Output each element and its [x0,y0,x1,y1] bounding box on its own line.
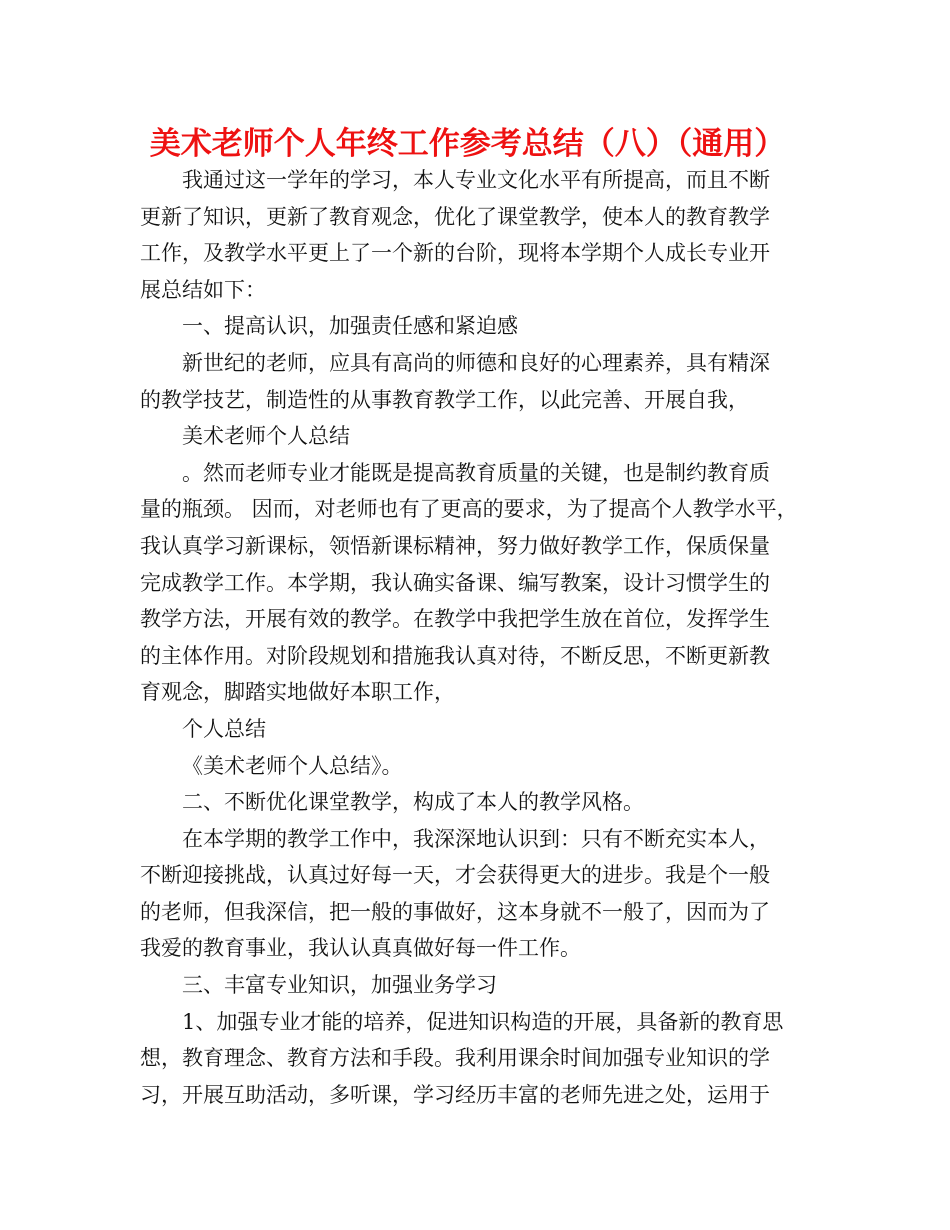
paragraph-intro: 我通过这一学年的学习，本人专业文化水平有所提高，而且不断 更新了知识，更新了教育观念，优化了课堂教学，使本人的教育教学 工作，及教学水平更上了一个新的台阶，现将本学期个人成长专业开 展总结如下： [140,168,770,302]
heading-section-2: 二、不断优化课堂教学，构成了本人的教学风格。 [182,790,644,815]
inline-label-book-title: 《美术老师个人总结》。 [182,753,403,778]
document-title: 美术老师个人年终工作参考总结（八）（通用） [149,126,786,162]
inline-label-personal-summary: 个人总结 [182,716,266,741]
paragraph-section-1: 新世纪的老师，应具有高尚的师德和良好的心理素养，具有精深 的教学技艺，制造性的从事教育教学工作，以此完善、开展自我， [140,350,770,412]
inline-label-art-teacher-summary: 美术老师个人总结 [182,424,350,449]
paragraph-professional-ability: 。然而老师专业才能既是提高教育质量的关键，也是制约教育质 量的瓶颈。 因而，对老师也有了更高的要求，为了提高个人教学水平， 我认真学习新课标，领悟新课标精神，努力做好教学工作，保质保量 完成教学工作。本学期，我认确实备课、编写教案，设计习惯学生的 教学方法，开展有效的教学。在教学中我把学生放在首位，发挥学生 的主体作用。对阶段规划和措施我认真对待，不断反思，不断更新教 育观念，脚踏实地做好本职工作， [140,460,798,705]
heading-section-1: 一、提高认识，加强责任感和紧迫感 [182,314,518,339]
heading-section-3: 三、丰富专业知识，加强业务学习 [182,973,497,998]
paragraph-section-2: 在本学期的教学工作中，我深深地认识到：只有不断充实本人， 不断迎接挑战，认真过好每一天，才会获得更大的进步。我是个一般 的老师，但我深信，把一般的事做好，这本身就不一般了，因而为了 我爱的教育事业，我认认真真做好每一件工作。 [140,826,770,961]
paragraph-section-3-item-1: 1、加强专业才能的培养，促进知识构造的开展，具备新的教育思 想，教育理念、教育方法和手段。我利用课余时间加强专业知识的学 习，开展互助活动，多听课，学习经历丰富的老师先进之处，运用于 [140,1009,784,1107]
document-body [140,162,810,1113]
